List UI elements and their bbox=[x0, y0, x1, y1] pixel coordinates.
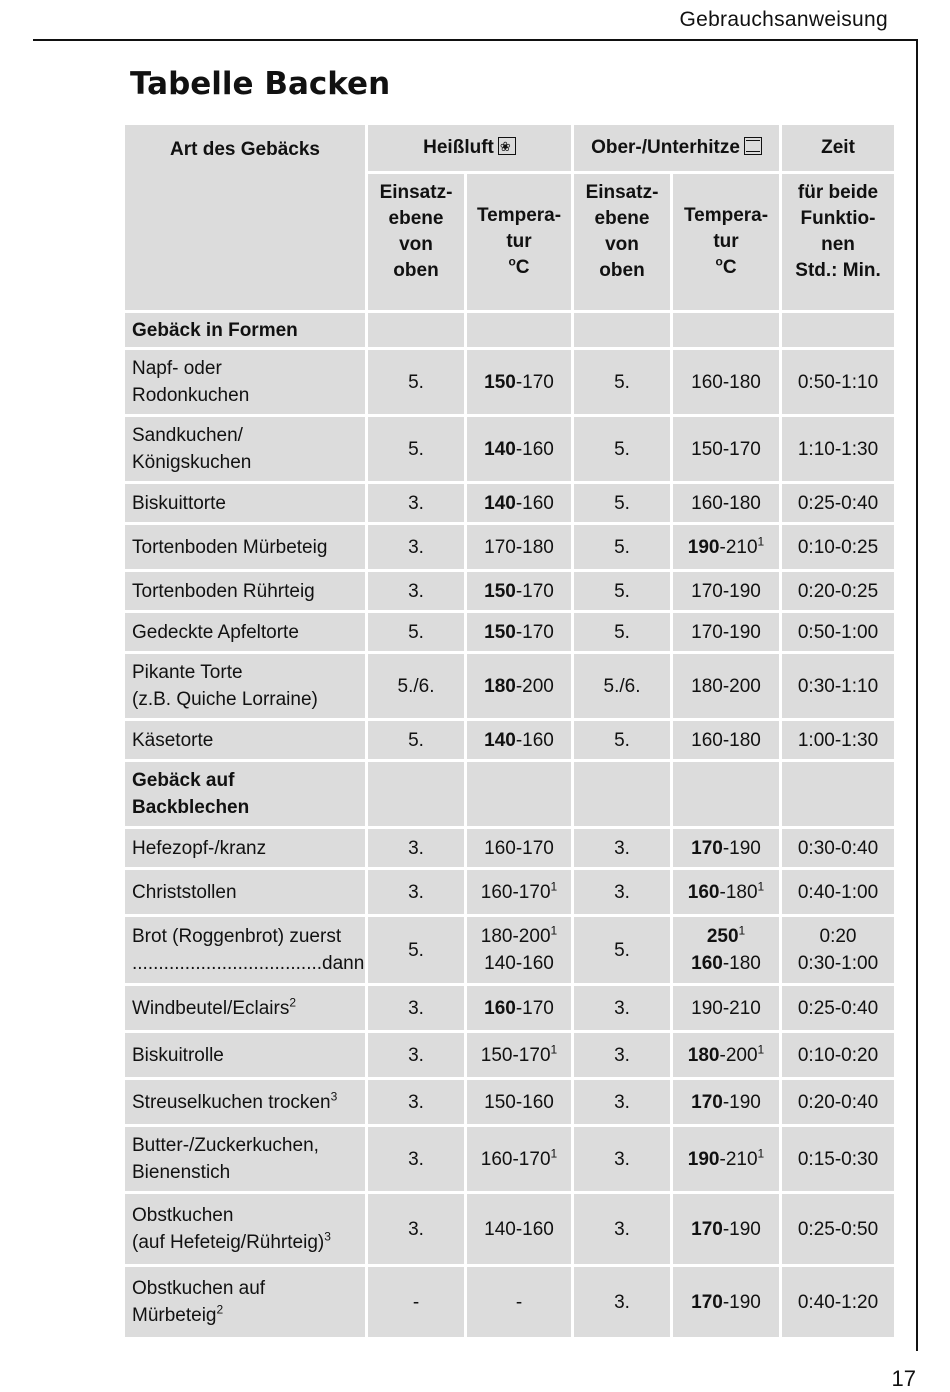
row-h-ebene: 3. bbox=[368, 829, 464, 867]
row-name: Gedeckte Apfeltorte bbox=[125, 613, 365, 651]
page-title: Tabelle Backen bbox=[130, 66, 391, 102]
table-row bbox=[125, 1080, 894, 1124]
subheader-temperatur-heissluft: Tempera- tur $^o$C bbox=[467, 174, 571, 310]
row-h-temp: - bbox=[467, 1267, 571, 1337]
section-row bbox=[125, 313, 894, 347]
row-o-ebene: 3. bbox=[574, 829, 670, 867]
row-o-ebene: 5. bbox=[574, 721, 670, 759]
table-header-row bbox=[125, 125, 894, 171]
row-h-ebene: 3. bbox=[368, 870, 464, 914]
table-row bbox=[125, 350, 894, 414]
row-zeit: 0:25-0:40 bbox=[782, 986, 894, 1030]
subheader-temperatur-oberunter: Tempera- tur $^o$C bbox=[673, 174, 779, 310]
row-name: Obstkuchen (auf Hefeteig/Rührteig)$^3$ bbox=[125, 1194, 365, 1264]
row-h-ebene: 5. bbox=[368, 350, 464, 414]
table-row bbox=[125, 484, 894, 522]
row-h-ebene: 5./6. bbox=[368, 654, 464, 718]
row-zeit: 0:25-0:40 bbox=[782, 484, 894, 522]
row-zeit: 0:25-0:50 bbox=[782, 1194, 894, 1264]
row-zeit: 0:40-1:00 bbox=[782, 870, 894, 914]
row-h-ebene: 5. bbox=[368, 721, 464, 759]
row-h-ebene: 3. bbox=[368, 1033, 464, 1077]
table-row bbox=[125, 613, 894, 651]
row-h-ebene: 3. bbox=[368, 484, 464, 522]
row-zeit: 0:20-0:25 bbox=[782, 572, 894, 610]
row-h-ebene: 5. bbox=[368, 417, 464, 481]
row-h-temp: $180-200^1$ 140-160 bbox=[467, 917, 571, 983]
row-zeit: 1:00-1:30 bbox=[782, 721, 894, 759]
row-zeit: 0:50-1:10 bbox=[782, 350, 894, 414]
section-row bbox=[125, 762, 894, 826]
baking-table bbox=[122, 122, 897, 1340]
row-o-ebene: 5. bbox=[574, 417, 670, 481]
row-o-temp: 160-180 bbox=[673, 484, 779, 522]
row-h-ebene: 3. bbox=[368, 1194, 464, 1264]
row-zeit: 0:10-0:20 bbox=[782, 1033, 894, 1077]
row-zeit: 0:40-1:20 bbox=[782, 1267, 894, 1337]
row-name: Christstollen bbox=[125, 870, 365, 914]
running-header: Gebrauchsanweisung bbox=[679, 8, 888, 31]
row-zeit: 1:10-1:30 bbox=[782, 417, 894, 481]
row-o-ebene: 5. bbox=[574, 350, 670, 414]
row-h-temp: 170-180 bbox=[467, 525, 571, 569]
row-name: Obstkuchen auf Mürbeteig$^2$ bbox=[125, 1267, 365, 1337]
row-h-ebene: 5. bbox=[368, 613, 464, 651]
table-row bbox=[125, 1194, 894, 1264]
row-h-ebene: - bbox=[368, 1267, 464, 1337]
row-h-ebene: 3. bbox=[368, 986, 464, 1030]
row-o-temp: 170-190 bbox=[673, 1267, 779, 1337]
row-zeit: 0:15-0:30 bbox=[782, 1127, 894, 1191]
row-name: Biskuitrolle bbox=[125, 1033, 365, 1077]
row-zeit: 0:20-0:40 bbox=[782, 1080, 894, 1124]
row-o-ebene: 3. bbox=[574, 1033, 670, 1077]
row-h-ebene: 3. bbox=[368, 525, 464, 569]
row-o-temp: 170-190 bbox=[673, 1080, 779, 1124]
row-h-temp: 150-160 bbox=[467, 1080, 571, 1124]
row-o-ebene: 3. bbox=[574, 1080, 670, 1124]
subheader-einsatzebene-heissluft: Einsatz- ebene von oben bbox=[368, 174, 464, 310]
row-zeit: 0:10-0:25 bbox=[782, 525, 894, 569]
section-title: Gebäck in Formen bbox=[125, 313, 365, 347]
row-zeit: 0:30-0:40 bbox=[782, 829, 894, 867]
row-name: Tortenboden Mürbeteig bbox=[125, 525, 365, 569]
table-row bbox=[125, 572, 894, 610]
row-o-temp: $190-210^1$ bbox=[673, 1127, 779, 1191]
row-o-temp: $190-210^1$ bbox=[673, 525, 779, 569]
row-name: Pikante Torte (z.B. Quiche Lorraine) bbox=[125, 654, 365, 718]
row-o-temp: 170-190 bbox=[673, 613, 779, 651]
table-row bbox=[125, 417, 894, 481]
row-zeit: 0:20 0:30-1:00 bbox=[782, 917, 894, 983]
row-name: Hefezopf-/kranz bbox=[125, 829, 365, 867]
table-row bbox=[125, 829, 894, 867]
row-o-ebene: 5. bbox=[574, 525, 670, 569]
row-h-temp: 140-160 bbox=[467, 417, 571, 481]
row-o-ebene: 5. bbox=[574, 917, 670, 983]
row-h-temp: 150-170 bbox=[467, 350, 571, 414]
row-o-temp: $160-180^1$ bbox=[673, 870, 779, 914]
row-o-ebene: 3. bbox=[574, 870, 670, 914]
row-o-temp: 170-190 bbox=[673, 1194, 779, 1264]
row-name: Käsetorte bbox=[125, 721, 365, 759]
row-o-temp: 170-190 bbox=[673, 572, 779, 610]
row-o-ebene: 3. bbox=[574, 1127, 670, 1191]
section-title: Gebäck auf Backblechen bbox=[125, 762, 365, 826]
row-o-ebene: 3. bbox=[574, 1267, 670, 1337]
row-h-ebene: 3. bbox=[368, 1080, 464, 1124]
row-o-temp: $250^1$ 160-180 bbox=[673, 917, 779, 983]
row-o-temp: 160-180 bbox=[673, 350, 779, 414]
table-row bbox=[125, 870, 894, 914]
row-h-temp: $150-170^1$ bbox=[467, 1033, 571, 1077]
row-o-ebene: 3. bbox=[574, 986, 670, 1030]
table-row bbox=[125, 525, 894, 569]
row-zeit: 0:50-1:00 bbox=[782, 613, 894, 651]
row-zeit: 0:30-1:10 bbox=[782, 654, 894, 718]
row-h-temp: 140-160 bbox=[467, 721, 571, 759]
table-row bbox=[125, 654, 894, 718]
page-number: 17 bbox=[891, 1366, 916, 1391]
row-o-temp: 180-200 bbox=[673, 654, 779, 718]
row-o-temp: 190-210 bbox=[673, 986, 779, 1030]
row-h-temp: $160-170^1$ bbox=[467, 1127, 571, 1191]
row-h-temp: 140-160 bbox=[467, 484, 571, 522]
row-name: Brot (Roggenbrot) zuerst ....................................dann bbox=[125, 917, 365, 983]
row-name: Windbeutel/Eclairs$^2$ bbox=[125, 986, 365, 1030]
row-h-temp: $160-170^1$ bbox=[467, 870, 571, 914]
row-o-temp: 150-170 bbox=[673, 417, 779, 481]
table-row bbox=[125, 1267, 894, 1337]
row-o-temp: 170-190 bbox=[673, 829, 779, 867]
row-o-temp: $180-200^1$ bbox=[673, 1033, 779, 1077]
row-name: Biskuittorte bbox=[125, 484, 365, 522]
table-row bbox=[125, 986, 894, 1030]
row-name: Streuselkuchen trocken$^3$ bbox=[125, 1080, 365, 1124]
side-rule bbox=[916, 39, 918, 1351]
subheader-einsatzebene-oberunter: Einsatz- ebene von oben bbox=[574, 174, 670, 310]
row-h-ebene: 5. bbox=[368, 917, 464, 983]
row-h-temp: 160-170 bbox=[467, 986, 571, 1030]
fan-icon bbox=[498, 137, 516, 155]
table-row bbox=[125, 721, 894, 759]
row-o-ebene: 5./6. bbox=[574, 654, 670, 718]
table-row bbox=[125, 1033, 894, 1077]
row-o-ebene: 5. bbox=[574, 572, 670, 610]
row-h-temp: 150-170 bbox=[467, 613, 571, 651]
row-o-ebene: 5. bbox=[574, 484, 670, 522]
table-row bbox=[125, 1127, 894, 1191]
col-header-heissluft: Heißluft❀ bbox=[368, 125, 571, 171]
row-h-temp: 140-160 bbox=[467, 1194, 571, 1264]
row-h-temp: 150-170 bbox=[467, 572, 571, 610]
row-name: Sandkuchen/ Königskuchen bbox=[125, 417, 365, 481]
top-bottom-heat-icon bbox=[744, 137, 762, 155]
row-h-temp: 180-200 bbox=[467, 654, 571, 718]
row-o-temp: 160-180 bbox=[673, 721, 779, 759]
row-h-ebene: 3. bbox=[368, 1127, 464, 1191]
row-h-ebene: 3. bbox=[368, 572, 464, 610]
row-name: Napf- oder Rodonkuchen bbox=[125, 350, 365, 414]
col-header-ober-unterhitze: Ober-/Unterhitze bbox=[574, 125, 779, 171]
header-rule bbox=[33, 39, 918, 41]
row-o-ebene: 5. bbox=[574, 613, 670, 651]
row-name: Butter-/Zuckerkuchen, Bienenstich bbox=[125, 1127, 365, 1191]
subheader-zeit: für beide Funktio- nen Std.: Min. bbox=[782, 174, 894, 310]
row-o-ebene: 3. bbox=[574, 1194, 670, 1264]
col-header-art: Art des Gebäcks bbox=[125, 125, 365, 310]
table-row bbox=[125, 917, 894, 983]
row-name: Tortenboden Rührteig bbox=[125, 572, 365, 610]
col-header-zeit: Zeit bbox=[782, 125, 894, 171]
row-h-temp: 160-170 bbox=[467, 829, 571, 867]
